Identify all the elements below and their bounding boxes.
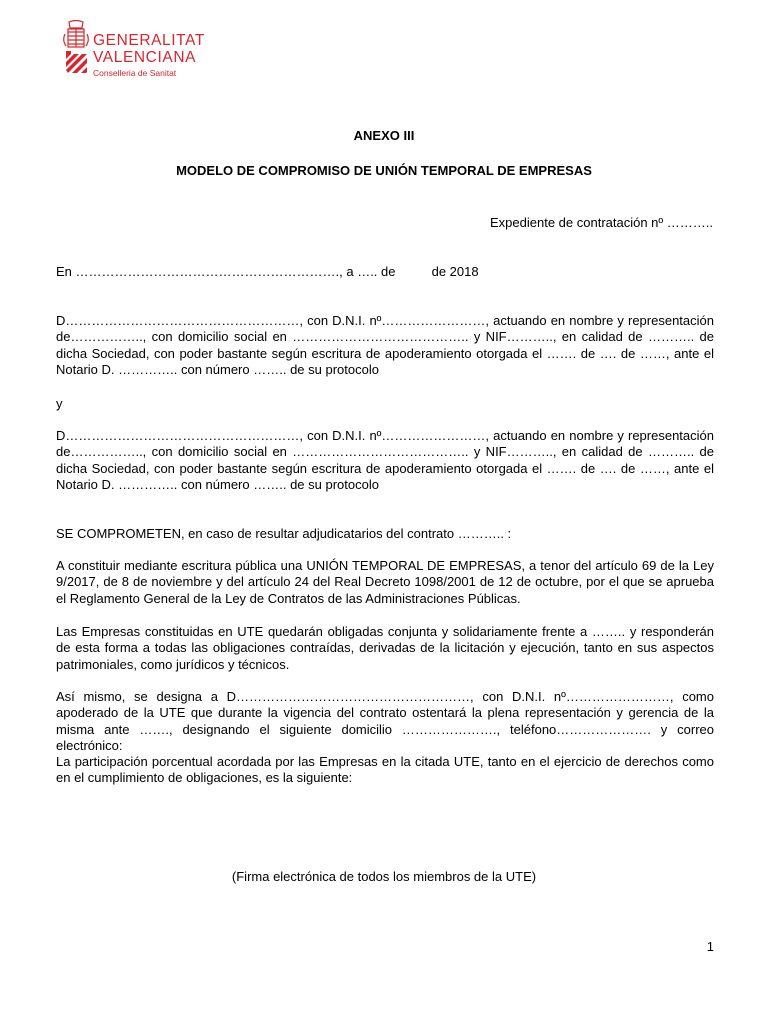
document-title: MODELO DE COMPROMISO DE UNIÓN TEMPORAL DE EMPRESAS [176, 163, 592, 178]
paragraph-ute-constitution: A constituir mediante escritura pública una UNIÓN TEMPORAL DE EMPRESAS, a tenor del artículo 69 de la Ley 9/2017, de 8 de noviembre y del artículo 24 del Real Decreto 1098/2001 de 12 de octubre, por el que se aprueba el Reglamento General de la Ley de Contratos de las Administraciones Públicas. [56, 558, 714, 606]
party-2-paragraph: D………………………………………………, con D.N.I. nº……………………, actuando en nombre y representación de…………….., con domicilio social en ………………………………….. y NIF……….., en calidad de ……….. de dicha Sociedad, con poder bastante según escritura de apoderamiento otorgada el ……. de …. de ……, ante el Notario D. ………….. con número …….. de su protocolo [56, 428, 714, 493]
paragraph-joint-liability: Las Empresas constituidas en UTE quedarán obligadas conjunta y solidariamente frente a …….. y responderán de esta forma a todas las obligaciones contraídas, derivadas de la licitación y ejecución, tanto en sus aspectos patrimoniales, como jurídicos y técnicos. [56, 624, 714, 672]
place-date-line: En ……………………………………………………., a ….. de de 2018 [56, 264, 479, 279]
signature-line: (Firma electrónica de todos los miembros de la UTE) [231, 869, 537, 884]
coat-of-arms-icon [62, 20, 90, 80]
logo-line-1: GENERALITAT [93, 32, 205, 49]
conjunction-y: y [56, 396, 63, 411]
paragraph-representative: Así mismo, se designa a D………………………………………………, con D.N.I. nº……………………, como apoderado de la UTE que durante la vigencia del contrato ostentará la plena representación y gerencia de la misma ante ……., designando el siguiente domicilio …………………., teléfono…………………. y correo electrónico: [56, 689, 714, 754]
logo-line-2: VALENCIANA [93, 49, 197, 66]
expediente-line: Expediente de contratación nº ……….. [490, 215, 713, 230]
generalitat-logo [62, 20, 222, 88]
page-number: 1 [706, 939, 714, 954]
party-1-paragraph: D………………………………………………, con D.N.I. nº……………………, actuando en nombre y representación de…………….., con domicilio social en ………………………………….. y NIF……….., en calidad de ……….. de dicha Sociedad, con poder bastante según escritura de apoderamiento otorgada el ……. de …. de ……, ante el Notario D. ………….. con número …….. de su protocolo [56, 313, 714, 378]
commitment-heading: SE COMPROMETEN, en caso de resultar adjudicatarios del contrato ……….. : [56, 526, 512, 541]
logo-subtitle: Conselleria de Sanitat [93, 68, 177, 78]
annex-heading: ANEXO III [353, 128, 415, 143]
paragraph-participation: La participación porcentual acordada por las Empresas en la citada UTE, tanto en el ejercicio de derechos como en el cumplimiento de obligaciones, es la siguiente: [56, 754, 714, 786]
